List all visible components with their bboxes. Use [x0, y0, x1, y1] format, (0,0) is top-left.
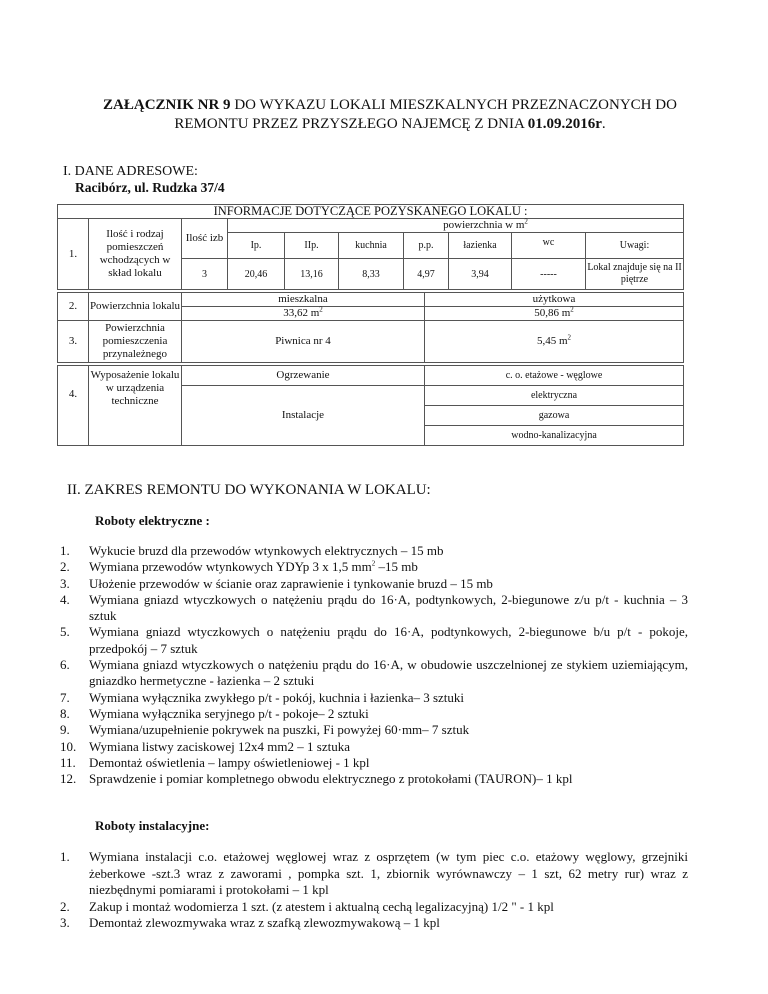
item-sup: 2 — [371, 559, 376, 568]
usable-label: użytkowa — [425, 293, 684, 307]
residential-value-text: 33,62 m — [283, 307, 320, 319]
item-text: Demontaż zlewozmywaka wraz z szafką zlewozmywakową – 1 kpl — [89, 915, 440, 930]
list-item — [60, 915, 688, 932]
row3-number: 3. — [58, 321, 89, 363]
item-number: 8. — [60, 705, 70, 721]
value-kuchnia: 8,33 — [339, 259, 404, 290]
rooms-count-value: 3 — [182, 259, 228, 290]
storage-area — [425, 321, 684, 363]
heating-label: Ogrzewanie — [182, 366, 425, 386]
item-text: Wymiana/uzupełnienie pokrywek na puszki, Fi powyżej 60·mm– 7 sztuk — [89, 722, 470, 738]
col-header-ip: Ip. — [228, 233, 285, 259]
list-item — [60, 657, 688, 690]
item-text: Wymiana przewodów wtynkowych YDYp 3 x 1,5 mm — [89, 559, 372, 575]
info-table-area — [57, 292, 684, 363]
section1-heading: I. DANE ADRESOWE: — [63, 164, 198, 179]
storage-area-text: 5,45 m — [536, 335, 568, 347]
item-text: Ułożenie przewodów w ścianie oraz zaprawienie i tynkowanie bruzd – 15 mb — [89, 575, 493, 591]
value-ip: 20,46 — [228, 259, 285, 290]
item-number: 1. — [60, 543, 70, 558]
list-item — [60, 739, 688, 755]
item-text: Wymiana wyłącznika seryjnego p/t - pokoje– 2 sztuki — [89, 705, 369, 721]
col-header-iip: IIp. — [285, 233, 339, 259]
section2-heading: II. ZAKRES REMONTU DO WYKONANIA W LOKALU: — [67, 482, 431, 498]
row2-label: Powierzchnia lokalu — [89, 293, 182, 321]
residential-label: mieszkalna — [182, 293, 425, 307]
item-text: Wymiana wyłącznika zwykłego p/t - pokój, kuchnia i łazienka– 3 sztuki — [89, 689, 465, 705]
item-text: Wykucie bruzd dla przewodów wtynkowych elektrycznych – 15 mb — [89, 543, 444, 558]
row3-label: Powierzchnia pomieszczenia przynależnego — [89, 321, 182, 363]
col-header-uwagi: Uwagi: — [586, 233, 684, 259]
rooms-count-label: Ilość izb — [182, 219, 228, 259]
list-item — [60, 543, 688, 559]
electrical-works-title: Roboty elektryczne : — [95, 513, 210, 528]
info-table-equipment — [57, 365, 684, 446]
item-text: Wymiana instalacji c.o. etażowej węglowej wraz z osprzętem (w tym piec c.o. etażowy węglowy, grzejniki żeberkowe -szt.3 wraz z zaworami , pompka szt. 1, zbiornik wyrównawczy – 1 szt, 62 metry rur) wraz z niezbędnymi pomiarami i protokołami – 1 kpl — [89, 849, 688, 897]
value-pp: 4,97 — [404, 259, 449, 290]
installation-gas: gazowa — [425, 406, 684, 426]
list-item — [60, 722, 688, 738]
row1-label: Ilość i rodzaj pomieszczeń wchodzących w skład lokalu — [89, 219, 182, 290]
item-number: 5. — [60, 624, 70, 640]
item-number: 1. — [60, 849, 70, 864]
list-item — [60, 849, 688, 899]
item-number: 12. — [60, 771, 77, 787]
col-header-kuchnia: kuchnia — [339, 233, 404, 259]
value-lazienka: 3,94 — [449, 259, 512, 290]
area-header — [228, 219, 684, 233]
usable-value-text: 50,86 m — [534, 307, 571, 319]
storage-name: Piwnica nr 4 — [182, 321, 425, 363]
row4-number: 4. — [58, 366, 89, 446]
item-text: Wymiana listwy zaciskowej 12x4 mm2 – 1 sztuka — [89, 738, 350, 754]
info-header: INFORMACJE DOTYCZĄCE POZYSKANEGO LOKALU : — [58, 205, 684, 219]
list-item — [60, 559, 688, 575]
list-item — [60, 899, 688, 916]
item-text: Wymiana gniazd wtyczkowych o natężeniu prądu do 16·A, w obudowie uszczelnionej ze stykiem uziemiającym, gniazdko hermetyczne - łazienka – 2 sztuki — [89, 657, 688, 689]
item-text: Sprawdzenie i pomiar kompletnego obwodu elektrycznego z protokołami (TAURON)– 1 kpl — [89, 771, 573, 787]
document-title — [60, 96, 720, 134]
value-uwagi: Lokal znajduje się na II piętrze — [586, 259, 684, 290]
row2-number: 2. — [58, 293, 89, 321]
list-item — [60, 755, 688, 771]
col-header-wc: wc — [512, 233, 586, 259]
installation-water: wodno-kanalizacyjna — [425, 426, 684, 446]
item-text: Wymiana gniazd wtyczkowych o natężeniu prądu do 16·A, podtynkowych, 2-biegunowe b/u p/t - pokoje, przedpokój – 7 sztuk — [89, 624, 688, 656]
list-item — [60, 592, 688, 625]
heating-value: c. o. etażowe - węglowe — [425, 366, 684, 386]
area-header-sup: 2 — [524, 217, 528, 226]
list-item — [60, 771, 688, 787]
item-text: Wymiana gniazd wtyczkowych o natężeniu prądu do 16·A, podtynkowych, 2-biegunowe z/u p/t - kuchnia – 3 sztuk — [89, 591, 688, 624]
usable-sup: 2 — [570, 305, 574, 314]
value-wc: ----- — [512, 259, 586, 290]
title-line2: REMONTU PRZEZ PRZYSZŁEGO NAJEMCĘ Z DNIA — [174, 116, 528, 132]
item-number: 4. — [60, 591, 70, 607]
installation-works-title: Roboty instalacyjne: — [95, 818, 210, 833]
title-date: 01.09.2016r — [527, 116, 602, 132]
item-number: 2. — [60, 559, 70, 575]
row4-label: Wyposażenie lokalu w urządzenia techniczne — [89, 366, 182, 446]
item-number: 6. — [60, 657, 70, 673]
installation-works-list — [60, 849, 688, 932]
address: Racibórz, ul. Rudzka 37/4 — [75, 180, 225, 195]
value-iip: 13,16 — [285, 259, 339, 290]
item-number: 3. — [60, 915, 70, 930]
item-number: 9. — [60, 722, 70, 738]
item-number: 2. — [60, 898, 70, 914]
col-header-lazienka: łazienka — [449, 233, 512, 259]
item-number: 10. — [60, 738, 77, 754]
item-number: 11. — [60, 754, 76, 770]
area-header-text: powierzchnia w m — [443, 219, 525, 231]
residential-value — [182, 307, 425, 321]
electrical-works-list — [60, 543, 688, 787]
col-header-pp: p.p. — [404, 233, 449, 259]
item-text-suffix: –15 mb — [375, 559, 418, 575]
item-text: Demontaż oświetlenia – lampy oświetleniowej - 1 kpl — [89, 754, 370, 770]
item-number: 7. — [60, 689, 70, 705]
residential-sup: 2 — [319, 305, 323, 314]
item-number: 3. — [60, 575, 70, 591]
title-end: . — [601, 116, 606, 132]
list-item — [60, 624, 688, 657]
installations-label: Instalacje — [182, 386, 425, 446]
title-bold-prefix: ZAŁĄCZNIK NR 9 — [103, 97, 231, 113]
list-item — [60, 690, 688, 706]
title-line1: DO WYKAZU LOKALI MIESZKALNYCH PRZEZNACZONYCH DO — [230, 97, 677, 113]
item-text: Zakup i montaż wodomierza 1 szt. (z atestem i aktualną cechą legalizacyjną) 1/2 " - 1 kpl — [89, 898, 554, 914]
storage-area-sup: 2 — [567, 333, 572, 342]
usable-value — [425, 307, 684, 321]
list-item — [60, 576, 688, 592]
info-table-rooms — [57, 204, 684, 290]
list-item — [60, 706, 688, 722]
installation-electric: elektryczna — [425, 386, 684, 406]
row1-number: 1. — [58, 219, 89, 290]
